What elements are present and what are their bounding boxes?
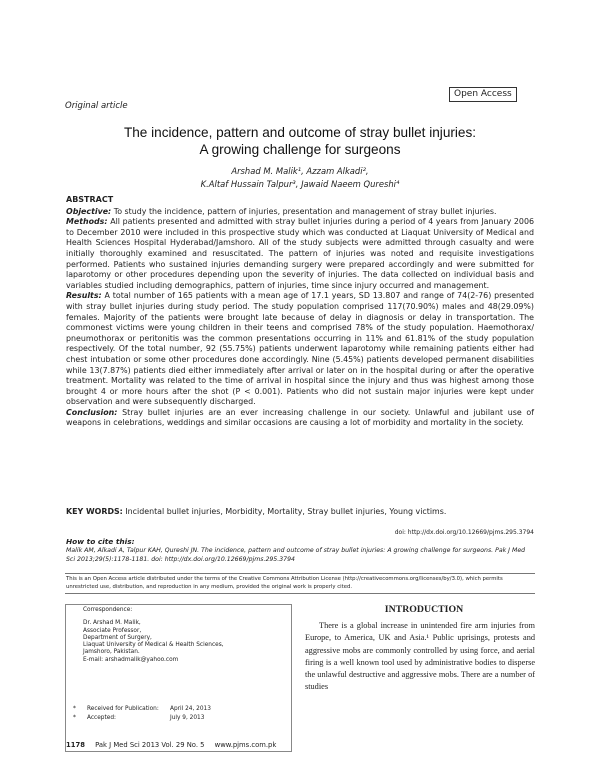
license-text: This is an Open Access article distributed under the terms of the Creative Commons Attribution License (http://creativecommons.org/licenses/by/3.0), which permits unrestricted use, distribution, and reproduction in any medium, provided the original work is properly cited. xyxy=(66,576,503,590)
methods-text: All patients presented and admitted with stray bullet injuries during a period of 4 years from January 2006 to December 2010 were included in this prospective study which was conducted at Liaquat University of Medical and Health Sciences Hospital Hyderabad/Jamshoro. All of the study subjects were admitted through casualty and were initially thoroughly examined and resuscitated. The pattern of injuries was noted and requisite investigations performed. Patients who sustained injuries demanding surgery were prepared accordingly and were submitted for laparotomy or other procedures depending upon the severity of injuries. The data collected on individual basis and variables studied including demographics, pattern of injuries, time since injury occurred and management. xyxy=(66,217,534,290)
how-to-cite-text: Malik AM, Alkadi A, Talpur KAH, Qureshi JN. The incidence, pattern and outcome of stray bullet injuries: A growing challenge for surgeons. Pak J Med Sci 2013;29(5):1178-1181. doi: http://dx.doi.org/10.12669/pjms.295.3794 xyxy=(66,547,526,564)
introduction-text: There is a global increase in unintended fire arm injuries from Europe, to America, UK and Asia.¹ Public uprisings, protests and aggressive mobs are commonly controlled by using force, and aerial firing is a well known tool used by administrative bodies to disperse the unlawful destructive and aggressive mobs. There are a number of studies xyxy=(305,621,535,692)
bullet-star-icon: * xyxy=(73,706,76,712)
conclusion-text: Stray bullet injuries are an ever increasing challenge in our society. Unlawful and jubilant use of weapons in celebrations, weddings and similar occasions are causing a lot of morbidity and mortality in the society. xyxy=(66,407,535,428)
results-label: Results: xyxy=(66,291,102,301)
correspondence-label: Correspondence: xyxy=(83,607,133,613)
conclusion-label: Conclusion: xyxy=(66,407,118,417)
how-to-cite xyxy=(66,537,534,565)
accepted-row xyxy=(73,714,283,723)
divider xyxy=(65,573,535,574)
page-number: 1178 xyxy=(66,741,85,749)
objective-text: To study the incidence, pattern of injuries, presentation and management of stray bullet injuries. xyxy=(113,206,497,216)
introduction-heading: INTRODUCTION xyxy=(384,604,464,615)
open-access-badge: Open Access xyxy=(449,87,517,102)
doi-link[interactable]: doi: http://dx.doi.org/10.12669/pjms.295.3794 xyxy=(394,529,534,536)
corr-dept: Department of Surgery, xyxy=(83,634,152,641)
accepted-date: July 9, 2013 xyxy=(170,715,205,721)
corr-city: Jamshoro, Pakistan. xyxy=(83,649,140,656)
page-footer xyxy=(66,741,284,749)
abstract-heading: ABSTRACT xyxy=(66,195,114,204)
title-line-1: The incidence, pattern and outcome of stray bullet injuries: xyxy=(123,125,477,140)
abstract-results xyxy=(66,291,534,408)
divider xyxy=(65,593,535,594)
abstract-conclusion xyxy=(66,408,534,429)
how-to-cite-heading: How to cite this: xyxy=(66,537,135,546)
keywords xyxy=(66,507,534,517)
title-line-2: A growing challenge for surgeons xyxy=(199,142,401,157)
corr-name: Dr. Arshad M. Malik, xyxy=(83,620,141,627)
journal-citation: Pak J Med Sci 2013 Vol. 29 No. 5 xyxy=(95,741,205,749)
methods-label: Methods: xyxy=(66,217,108,227)
abstract-methods xyxy=(66,217,534,291)
keywords-label: KEY WORDS: xyxy=(66,507,123,516)
received-date: April 24, 2013 xyxy=(170,706,211,712)
author-list xyxy=(64,165,536,191)
received-label: Received for Publication: xyxy=(87,706,159,712)
authors-line-1: Arshad M. Malik¹, Azzam Alkadi², xyxy=(231,166,369,176)
accepted-label: Accepted: xyxy=(87,715,116,721)
article-type: Original article xyxy=(65,101,128,111)
objective-label: Objective: xyxy=(66,206,112,216)
introduction-body xyxy=(305,620,535,694)
authors-line-2: K.Altaf Hussain Talpur³, Jawaid Naeem Qureshi⁴ xyxy=(200,179,400,189)
publication-dates xyxy=(73,705,283,723)
abstract-objective xyxy=(66,207,534,218)
corr-title: Associate Professor, xyxy=(83,627,142,634)
correspondence-address xyxy=(83,620,283,664)
keywords-text: Incidental bullet injuries, Morbidity, Mortality, Stray bullet injuries, Young victims. xyxy=(125,507,447,516)
received-row xyxy=(73,705,283,714)
results-text: A total number of 165 patients with a mean age of 17.1 years, SD 13.807 and range of 74(2-76) presented with stray bullet injuries during study period. The study population comprised 117(70.90%) males and 48(29.09%) females. Majority of the patients were brought late because of delay in diagnosis or delay in transportation. The commonest victims were young children in their teens and comprised 78% of the study population. Haemothorax/ pneumothorax or peritonitis was the common presentations occurring in 11% and 61.81% of the study population respectively. Of the total number, 92 (55.75%) patients underwent laparotomy while remaining patients either had chest intubation or some other procedures done accordingly. Nine (5.45%) patients developed permanent disabilities while 13(7.87%) patients died either immediately after arrival or later on in the hospital during or after the operative treatment. Mortality was related to the time of arrival in hospital since the injury and thus was highest among those brought 4 or more hours after the shot (P < 0.001). Patients who did not sustain major injuries were kept under observation and were subsequently discharged. xyxy=(66,291,534,407)
bullet-star-icon: * xyxy=(73,715,76,721)
correspondence xyxy=(83,607,283,664)
abstract xyxy=(66,195,534,429)
corr-univ: Liaquat University of Medical & Health Sciences, xyxy=(83,642,224,649)
paper-title xyxy=(64,124,536,158)
corr-email[interactable]: E-mail: arshadmalik@yahoo.com xyxy=(83,656,179,663)
journal-url[interactable]: www.pjms.com.pk xyxy=(214,741,277,749)
